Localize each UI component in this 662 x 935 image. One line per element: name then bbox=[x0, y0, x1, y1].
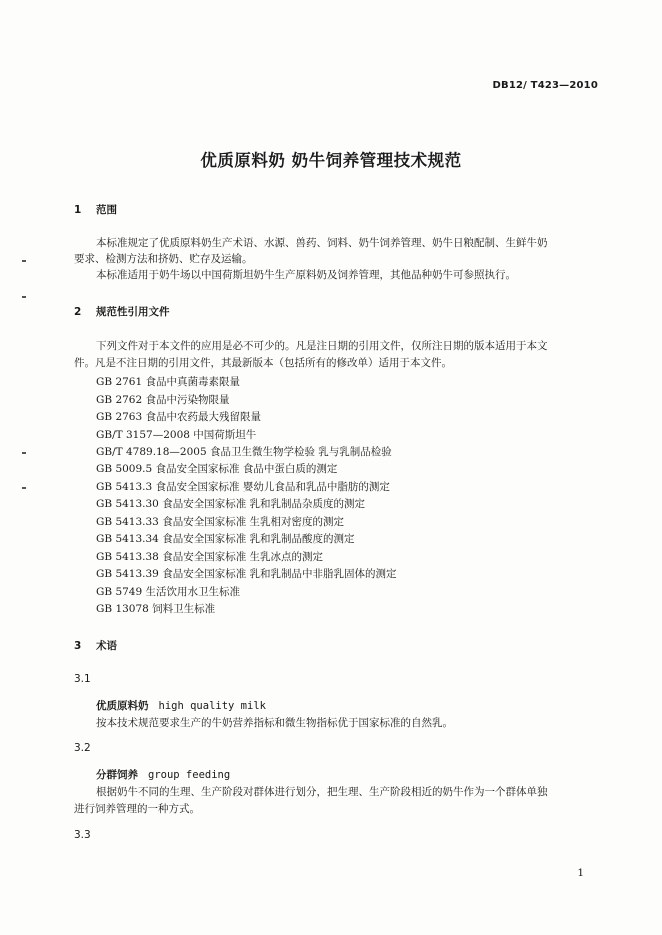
reference-item: GB 5749 生活饮用水卫生标准 bbox=[96, 586, 241, 598]
term-definition: 按本技术规范要求生产的牛奶营养指标和微生物指标优于国家标准的自然乳。 bbox=[96, 717, 453, 729]
reference-item: GB 13078 饲料卫生标准 bbox=[96, 603, 216, 615]
refs-intro-line-1: 下列文件对于本文件的应用是必不可少的。凡是注日期的引用文件，仅所注日期的版本适用于本文 bbox=[96, 340, 548, 352]
subsection-number: 3.3 bbox=[74, 829, 91, 841]
reference-item: GB 5009.5 食品安全国家标准 食品中蛋白质的测定 bbox=[96, 463, 338, 475]
term-english: group feeding bbox=[148, 769, 231, 781]
reference-item: GB 5413.33 食品安全国家标准 生乳相对密度的测定 bbox=[96, 516, 345, 528]
section-number: 1 bbox=[74, 204, 82, 216]
section-1-heading bbox=[74, 202, 117, 217]
section-3-heading bbox=[74, 638, 117, 653]
reference-item: GB 2761 食品中真菌毒素限量 bbox=[96, 376, 241, 388]
section-number: 2 bbox=[74, 306, 82, 318]
page-number: 1 bbox=[577, 867, 584, 879]
section-title: 范围 bbox=[96, 204, 117, 216]
term-definition-line-2: 进行饲养管理的一种方式。 bbox=[74, 803, 200, 815]
term-heading bbox=[96, 767, 230, 782]
reference-item: GB 5413.3 食品安全国家标准 婴幼儿食品和乳品中脂肪的测定 bbox=[96, 481, 390, 493]
reference-item: GB 5413.39 食品安全国家标准 乳和乳制品中非脂乳固体的测定 bbox=[96, 568, 397, 580]
term-english: high quality milk bbox=[158, 700, 266, 712]
subsection-number: 3.1 bbox=[74, 673, 91, 685]
scan-mark bbox=[22, 487, 26, 489]
scan-mark bbox=[22, 452, 26, 454]
section-number: 3 bbox=[74, 640, 82, 652]
term-heading bbox=[96, 698, 266, 713]
reference-item: GB 5413.34 食品安全国家标准 乳和乳制品酸度的测定 bbox=[96, 533, 355, 545]
scope-para-2: 本标准适用于奶牛场以中国荷斯坦奶牛生产原料奶及饲养管理，其他品种奶牛可参照执行。 bbox=[96, 269, 516, 281]
scan-mark bbox=[22, 260, 26, 262]
section-title: 规范性引用文件 bbox=[96, 306, 170, 318]
scope-para-1-line-1: 本标准规定了优质原料奶生产术语、水源、兽药、饲料、奶牛饲养管理、奶牛日粮配制、生鲜牛奶 bbox=[96, 237, 548, 249]
term-chinese: 分群饲养 bbox=[96, 769, 138, 781]
term-chinese: 优质原料奶 bbox=[96, 700, 149, 712]
reference-item: GB/T 3157—2008 中国荷斯坦牛 bbox=[96, 429, 257, 441]
term-definition-line-1: 根据奶牛不同的生理、生产阶段对群体进行划分，把生理、生产阶段相近的奶牛作为一个群体单独 bbox=[96, 786, 548, 798]
reference-item: GB 5413.38 食品安全国家标准 生乳冰点的测定 bbox=[96, 551, 324, 563]
reference-item: GB 2762 食品中污染物限量 bbox=[96, 394, 230, 406]
scope-para-1-line-2: 要求、检测方法和挤奶、贮存及运输。 bbox=[74, 253, 253, 265]
reference-item: GB 2763 食品中农药最大残留限量 bbox=[96, 411, 262, 423]
subsection-number: 3.2 bbox=[74, 742, 91, 754]
section-2-heading bbox=[74, 304, 170, 319]
reference-item: GB 5413.30 食品安全国家标准 乳和乳制品杂质度的测定 bbox=[96, 498, 366, 510]
document-code: DB12/ T423—2010 bbox=[492, 80, 598, 91]
section-title: 术语 bbox=[96, 640, 117, 652]
reference-item: GB/T 4789.18—2005 食品卫生微生物学检验 乳与乳制品检验 bbox=[96, 446, 392, 458]
page-title: 优质原料奶 奶牛饲养管理技术规范 bbox=[200, 151, 462, 170]
refs-intro-line-2: 件。凡是不注日期的引用文件，其最新版本（包括所有的修改单）适用于本文件。 bbox=[74, 357, 452, 369]
scan-mark bbox=[22, 296, 26, 298]
